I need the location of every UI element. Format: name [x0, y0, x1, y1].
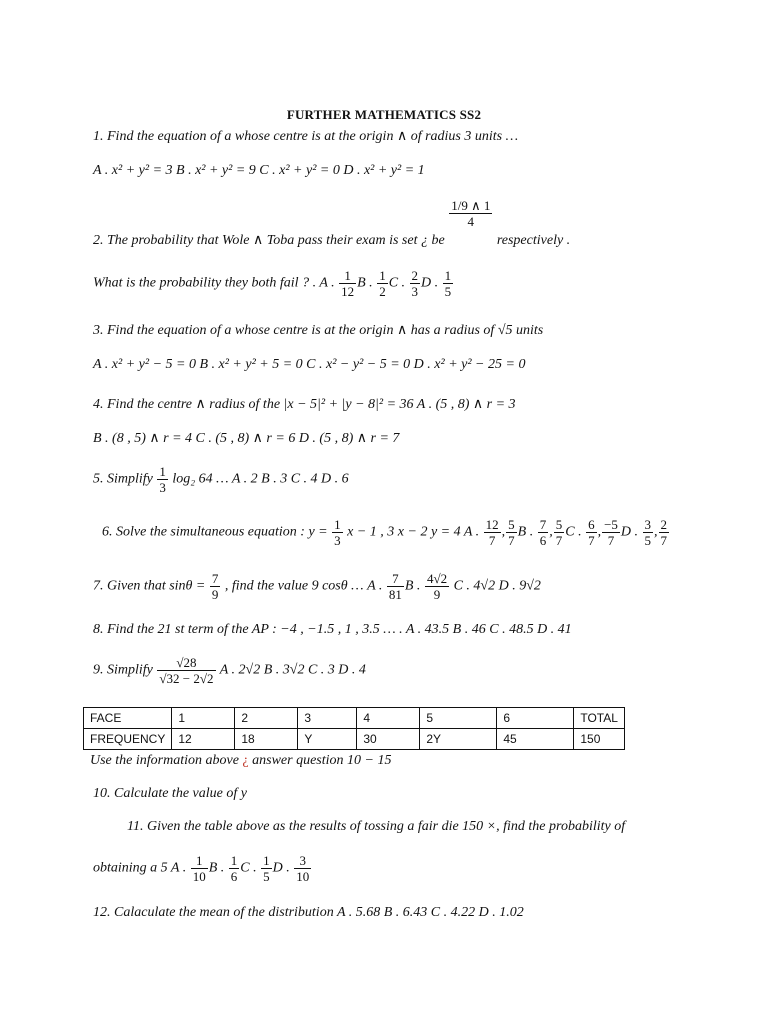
question-2-line-2: [93, 268, 454, 299]
fraction-numerator: 12: [485, 517, 499, 532]
question-3: 3. Find the equation of a whose centre is at the origin ∧ has a radius of √5 units: [93, 323, 544, 338]
fraction-denominator: 10: [192, 869, 206, 884]
option-c-fraction: [410, 268, 421, 299]
fraction-denominator: 5: [263, 869, 270, 884]
option-label: C .: [388, 275, 406, 291]
fraction-numerator: 2: [411, 268, 419, 283]
question-2-line-2-prefix: What is the probability they both fail ? . A .: [93, 275, 335, 291]
question-9-prefix: 9. Simplify: [93, 662, 153, 678]
fraction-denominator: 7: [488, 533, 496, 548]
fraction-numerator: 1: [444, 268, 452, 283]
question-6: 6. Solve the simultaneous equation : y = $\frac{1}{3}$ x − 1 , 3 x − 2 y = 4 A . $\frac{12}{7}$ , $\frac{5}{7}$ B . $\frac{7}{6}$ , $\frac{5}{7}$ C . $\frac{6}{7}$ , $\frac{-5}{7}$ D . $\frac{3}{5}$ , $\frac{2}{7}$: [102, 517, 668, 548]
question-6-prefix: 6. Solve the simultaneous equation : y =: [102, 524, 328, 540]
question-7-fraction: [210, 571, 221, 602]
fraction-denominator: 10: [296, 869, 310, 884]
option-b-x: [538, 517, 549, 548]
fraction-numerator: 6: [588, 517, 595, 532]
option-a-y: [506, 517, 517, 548]
question-4: 4. Find the centre ∧ radius of the |x − 5|² + |y − 8|² = 36 A . (5 , 8) ∧ r = 3: [93, 397, 516, 412]
question-5-fraction: [157, 464, 168, 495]
fraction-denominator: 3: [159, 480, 166, 495]
question-11: 11. Given the table above as the results of tossing a fair die 150 ×, find the probability of: [127, 819, 626, 834]
fraction-denominator: 7: [555, 533, 563, 548]
option-label: D .: [421, 275, 439, 291]
table-note: [90, 753, 391, 769]
table-cell: 150: [574, 729, 625, 750]
fraction-denominator: 6: [539, 533, 547, 548]
option-a-fraction: [191, 853, 208, 884]
fraction-numerator: 3: [644, 517, 652, 532]
question-4-line-2: B . (8 , 5) ∧ r = 4 C . (5 , 8) ∧ r = 6 D . (5 , 8) ∧ r = 7: [93, 431, 400, 446]
table-cell: 3: [298, 708, 357, 729]
table-cell: 2: [235, 708, 298, 729]
table-cell: TOTAL: [574, 708, 625, 729]
table-cell: 5: [420, 708, 497, 729]
question-7-middle: , find the value 9 cosθ … A .: [224, 578, 383, 594]
table-cell: 6: [497, 708, 574, 729]
fraction-denominator: 7: [508, 533, 515, 548]
table-header-row: [84, 708, 625, 729]
question-1-options: A . x² + y² = 3 B . x² + y² = 9 C . x² + y² = 0 D . x² + y² = 1: [93, 163, 425, 178]
question-3-options: A . x² + y² − 5 = 0 B . x² + y² + 5 = 0 C . x² − y² − 5 = 0 D . x² + y² − 25 = 0: [93, 357, 526, 372]
fraction-numerator: 5: [508, 517, 515, 532]
question-9-fraction: [157, 655, 215, 686]
fraction-denominator: 5: [444, 284, 452, 299]
question-7-prefix: 7. Given that sinθ =: [93, 578, 206, 594]
option-a-fraction: [339, 268, 356, 299]
fraction-numerator: 1/9 ∧ 1: [451, 198, 491, 213]
question-10: 10. Calculate the value of y: [93, 786, 247, 801]
question-9: [93, 655, 366, 686]
question-6-fraction: [332, 517, 343, 548]
fraction-denominator: 4: [467, 214, 475, 229]
option-label: B .: [517, 524, 534, 540]
fraction-denominator: 7: [588, 533, 595, 548]
option-c-fraction: [261, 853, 272, 884]
frequency-table: [83, 707, 625, 750]
question-2: [93, 198, 571, 248]
fraction-denominator: 12: [341, 284, 355, 299]
table-cell: FREQUENCY: [84, 729, 172, 750]
option-label: C .: [565, 524, 582, 540]
fraction-numerator: 3: [294, 853, 311, 869]
fraction-denominator: 7: [660, 533, 668, 548]
fraction-numerator: √28: [157, 655, 215, 671]
table-row: [84, 729, 625, 750]
option-d-y: [659, 517, 670, 548]
table-cell: FACE: [84, 708, 172, 729]
question-12: 12. Calaculate the mean of the distribution A . 5.68 B . 6.43 C . 4.22 D . 1.02: [93, 905, 524, 920]
table-cell: 45: [497, 729, 574, 750]
option-b-fraction: [229, 853, 240, 884]
option-d-fraction: [294, 853, 311, 884]
fraction-denominator: 3: [411, 284, 419, 299]
fraction-denominator: 2: [379, 284, 386, 299]
page-title: FURTHER MATHEMATICS SS2: [286, 107, 482, 122]
fraction-numerator: 1: [159, 464, 166, 479]
option-b-fraction: [425, 571, 449, 602]
option-a-x: [484, 517, 501, 548]
question-8: 8. Find the 21 st term of the AP : −4 , −1.5 , 1 , 3.5 … . A . 43.5 B . 46 C . 48.5 D . 41: [93, 622, 572, 637]
option-label: B .: [357, 275, 373, 291]
fraction-denominator: 6: [230, 869, 238, 884]
fraction-numerator: 7: [387, 571, 404, 587]
table-cell: 4: [357, 708, 420, 729]
fraction-numerator: 1: [230, 853, 238, 868]
question-7-suffix: C . 4√2 D . 9√2: [453, 578, 541, 594]
fraction-numerator: 1: [379, 268, 386, 283]
fraction-numerator: 7: [539, 517, 547, 532]
fraction-denominator: 9: [433, 587, 441, 602]
option-d-x: [643, 517, 654, 548]
fraction-numerator: 7: [211, 571, 219, 586]
fraction-denominator: 81: [388, 587, 402, 602]
option-label: B .: [208, 860, 225, 876]
table-cell: 12: [172, 729, 235, 750]
option-b-y: [554, 517, 565, 548]
question-5-suffix: log₂ 64 … A . 2 B . 3 C . 4 D . 6: [172, 471, 349, 487]
table-cell: 1: [172, 708, 235, 729]
option-c-x: [586, 517, 597, 548]
fraction-denominator: 7: [607, 533, 615, 548]
table-cell: Y: [298, 729, 357, 750]
question-6-middle: x − 1 , 3 x − 2 y = 4 A .: [347, 524, 480, 540]
option-label: D .: [620, 524, 639, 540]
fraction-numerator: 1: [339, 268, 356, 284]
option-a-fraction: [387, 571, 404, 602]
fraction-numerator: 2: [660, 517, 668, 532]
fraction-numerator: −5: [604, 517, 618, 532]
inverted-question-mark: ¿: [242, 753, 249, 768]
question-2-prefix: 2. The probability that Wole ∧ Toba pass their exam is set ¿ be: [93, 232, 445, 248]
fraction-numerator: 1: [334, 517, 341, 532]
fraction-denominator: 9: [211, 587, 219, 602]
question-5-prefix: 5. Simplify: [93, 471, 153, 487]
question-1: 1. Find the equation of a whose centre is at the origin ∧ of radius 3 units …: [93, 129, 519, 144]
fraction-numerator: 1: [191, 853, 208, 869]
question-5: [93, 464, 349, 495]
fraction-numerator: 1: [263, 853, 270, 868]
option-label: D .: [272, 860, 290, 876]
fraction-denominator: 5: [644, 533, 652, 548]
question-2-fraction: [449, 198, 492, 229]
question-9-suffix: A . 2√2 B . 3√2 C . 3 D . 4: [219, 662, 366, 678]
fraction-denominator: 3: [334, 533, 341, 548]
table-note-prefix: Use the information above: [90, 753, 239, 768]
option-c-y: [602, 517, 620, 548]
option-label: B .: [404, 578, 421, 594]
option-d-fraction: [443, 268, 454, 299]
option-label: C .: [240, 860, 257, 876]
table-note-suffix: answer question 10 − 15: [252, 753, 392, 768]
fraction-numerator: 5: [555, 517, 563, 532]
table-cell: 30: [357, 729, 420, 750]
fraction-numerator: 4√2: [426, 571, 448, 586]
option-b-fraction: [377, 268, 388, 299]
question-11-line-2: [93, 853, 312, 884]
table-cell: 2Y: [420, 729, 497, 750]
question-2-suffix: respectively .: [496, 232, 571, 248]
table-cell: 18: [235, 729, 298, 750]
question-7: [93, 571, 541, 602]
fraction-denominator: √32 − 2√2: [159, 671, 214, 686]
question-11-line-2-prefix: obtaining a 5 A .: [93, 860, 187, 876]
